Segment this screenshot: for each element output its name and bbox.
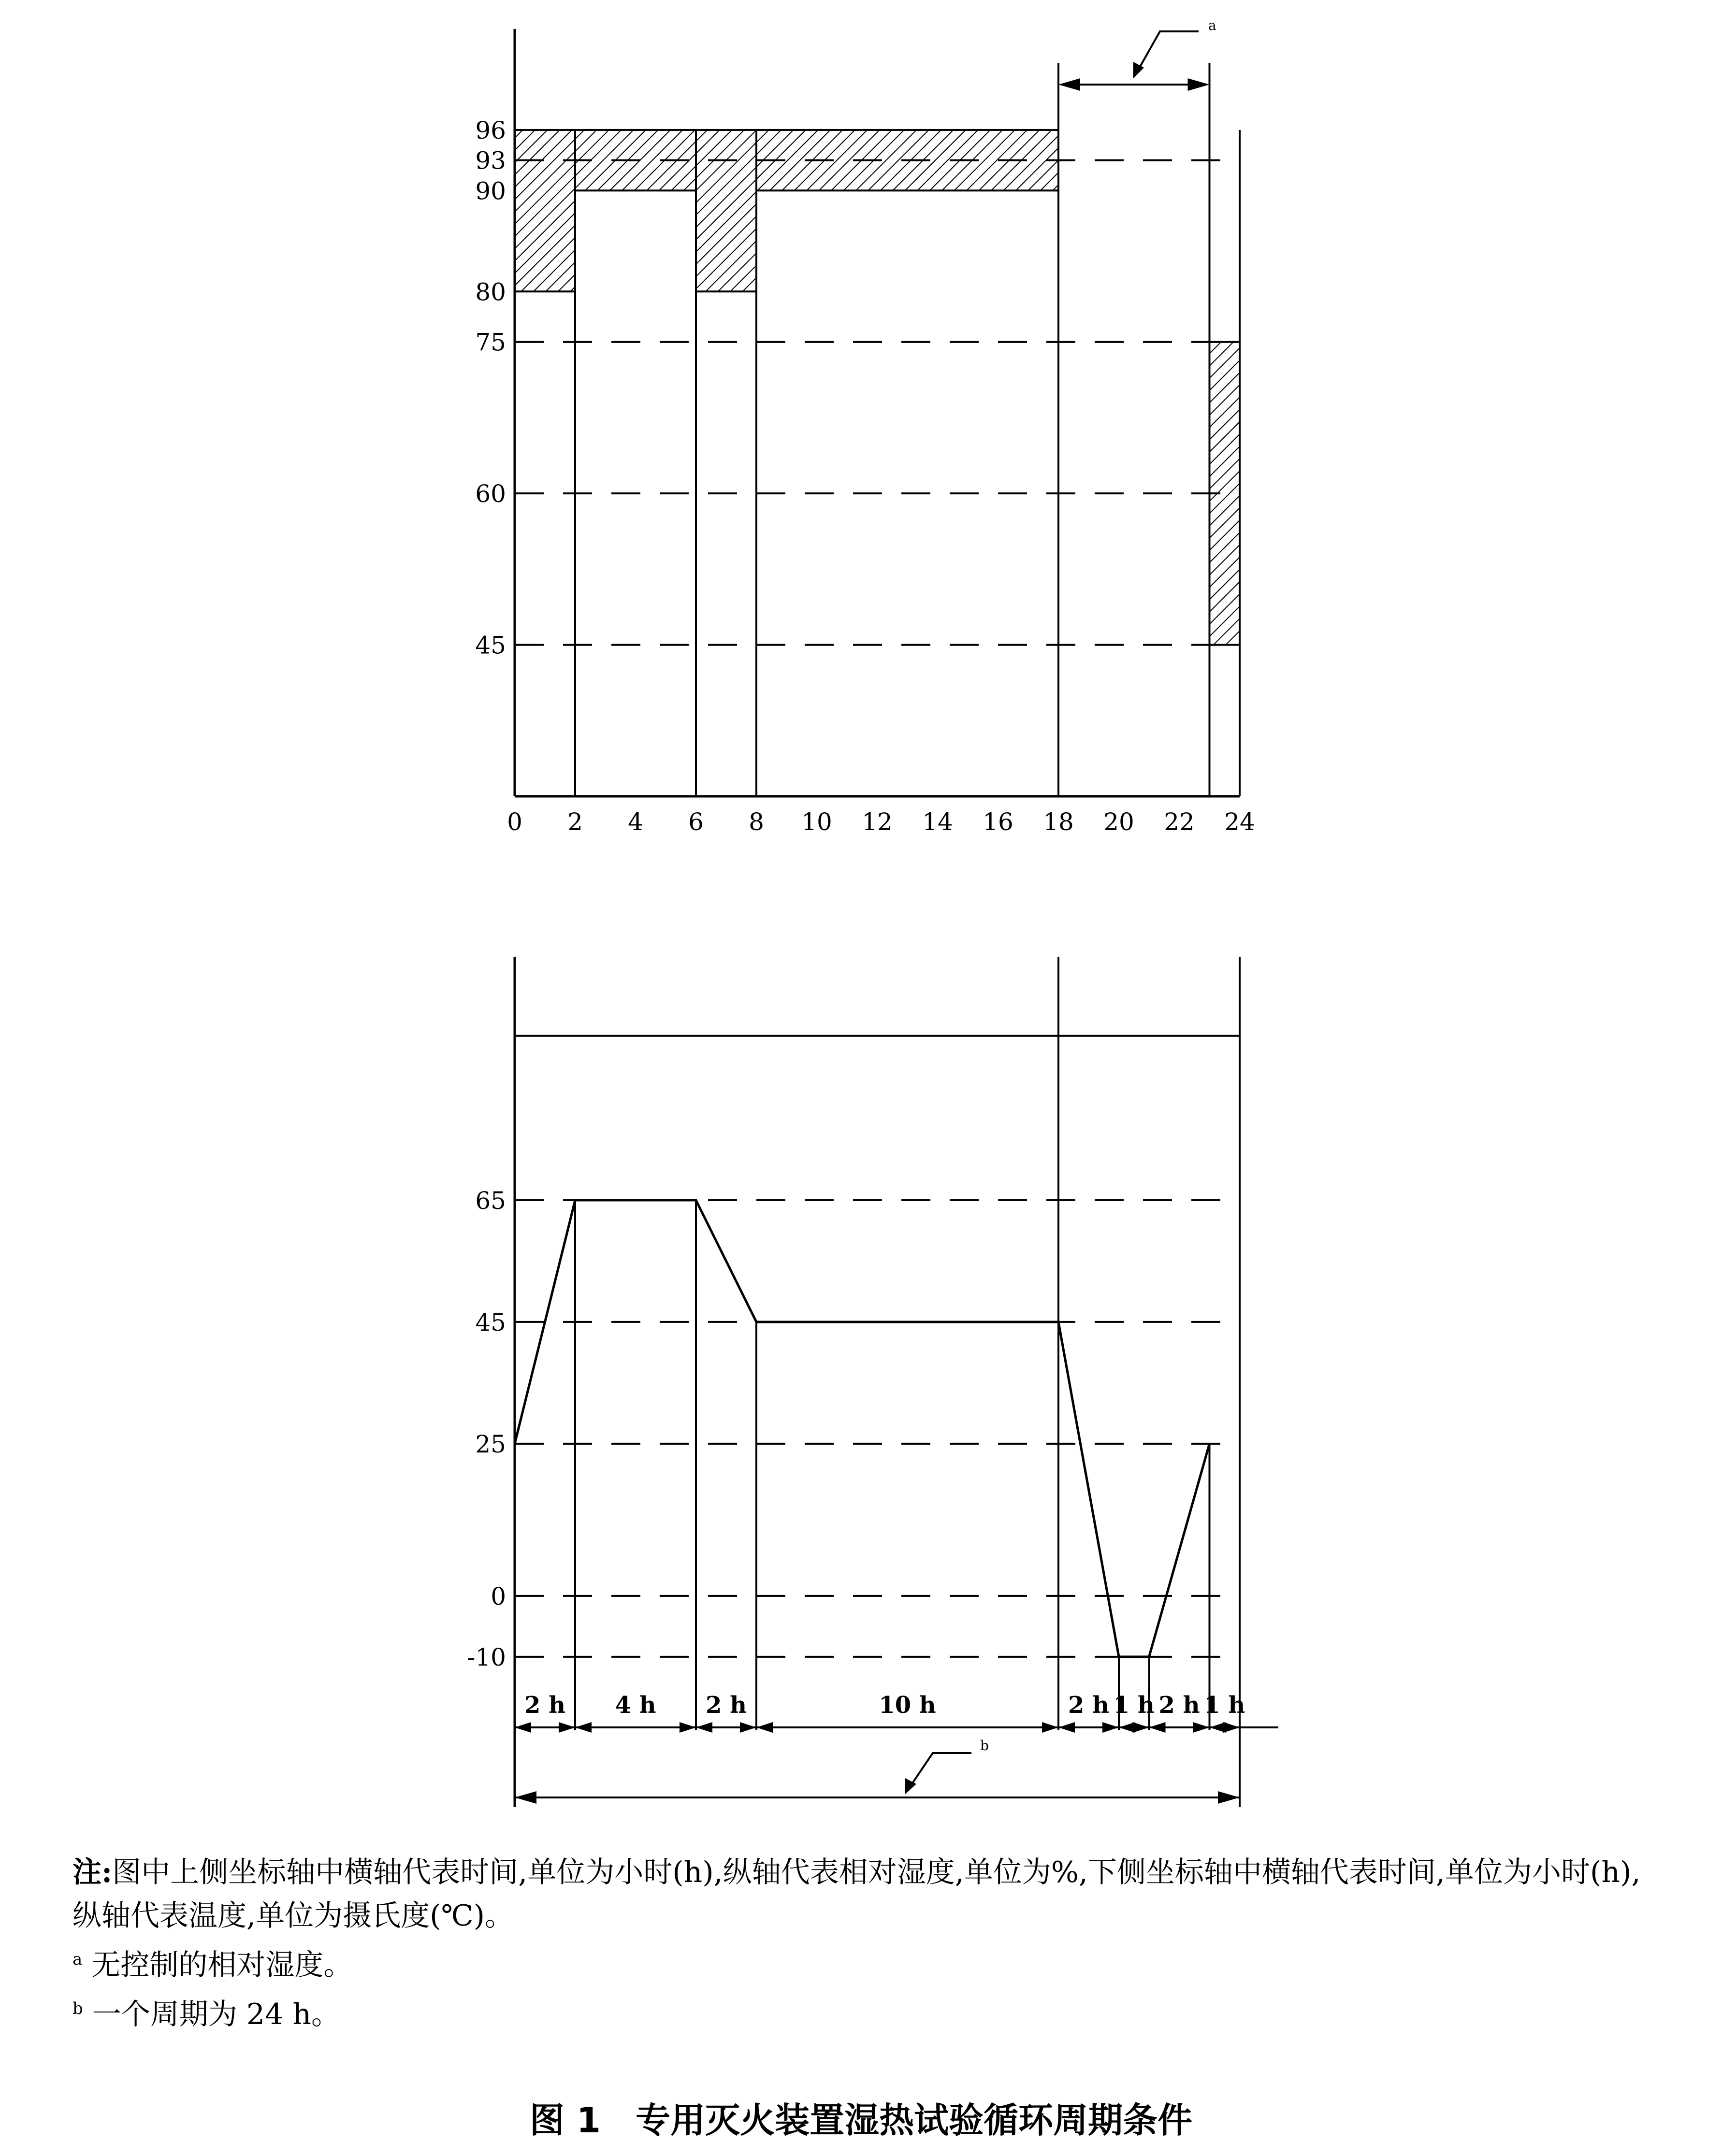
duration-arrowhead-right [559,1722,575,1733]
footnote-b-mark: b [72,1999,83,2018]
footnote-b-text: 一个周期为 24 h。 [92,1998,340,2031]
humidity-x-tick-label: 16 [983,808,1013,836]
duration-arrowhead-left [1058,1722,1075,1733]
cycle-arrowhead-right [1218,1791,1240,1804]
annotation-a-leader [1137,31,1199,72]
footnote-a [72,1938,1648,1987]
duration-label: 10 h [879,1692,936,1719]
humidity-x-tick-label: 10 [801,808,832,836]
duration-arrowhead-left [1149,1722,1166,1733]
duration-arrowhead-left [575,1722,592,1733]
duration-label: 4 h [615,1692,656,1719]
annotation-b-mark: b [980,1738,989,1754]
duration-arrowhead-right [1102,1722,1119,1733]
annotation-b-leader [909,1753,971,1789]
duration-arrowhead-right [1133,1722,1149,1733]
annotation-a-mark: a [1208,17,1216,33]
temperature-profile-line [515,1200,1210,1657]
duration-label: 2 h [705,1692,747,1719]
duration-label: 2 h [524,1692,566,1719]
duration-arrowhead-left [515,1722,531,1733]
note-title: 注: [72,1855,113,1889]
humidity-x-tick-label: 4 [628,808,643,836]
note-text: 图中上侧坐标轴中横轴代表时间,单位为小时(h),纵轴代表相对湿度,单位为%,下侧坐标轴中横轴代表时间,单位为小时(h),纵轴代表温度,单位为摄氏度(℃)。 [72,1855,1641,1933]
humidity-tolerance-band [696,130,756,291]
humidity-tolerance-band [515,130,575,291]
humidity-x-tick-label: 20 [1103,808,1134,836]
temperature-y-tick-label: 45 [475,1308,506,1337]
humidity-y-tick-label: 45 [475,631,506,660]
cycle-arrowhead-left [515,1791,536,1804]
humidity-x-tick-label: 22 [1164,808,1195,836]
duration-arrowhead-right [1042,1722,1058,1733]
humidity-x-tick-label: 12 [862,808,893,836]
note-paragraph [72,1851,1648,1938]
duration-arrowhead-left [756,1722,773,1733]
humidity-x-tick-label: 2 [567,808,583,836]
humidity-x-tick-label: 24 [1224,808,1255,836]
humidity-y-tick-label: 93 [475,146,506,175]
duration-arrowhead-left [696,1722,712,1733]
notes [72,1851,1648,2036]
annotation-a-arrowhead-left [1058,78,1080,91]
humidity-y-tick-label: 96 [475,116,506,144]
duration-label: 1 h [1204,1692,1245,1719]
humidity-y-tick-label: 75 [475,328,506,357]
humidity-x-tick-label: 8 [749,808,764,836]
temperature-y-tick-label: 65 [475,1186,506,1215]
temperature-y-tick-label: 25 [475,1430,506,1458]
duration-label: 1 h [1113,1692,1155,1719]
temperature-y-tick-label: -10 [467,1643,506,1671]
annotation-a-arrowhead-right [1188,78,1210,91]
figure-caption: 图 1 专用灭火装置湿热试验循环周期条件 [529,2100,1193,2141]
humidity-x-tick-label: 0 [507,808,522,836]
humidity-x-tick-label: 14 [922,808,953,836]
temperature-y-tick-label: 0 [491,1582,506,1610]
humidity-y-tick-label: 90 [475,177,506,205]
footnote-a-mark: a [72,1950,83,1969]
humidity-y-tick-label: 60 [475,480,506,508]
humidity-chart [475,17,1255,836]
temperature-chart [467,957,1278,1807]
duration-label: 2 h [1068,1692,1110,1719]
humidity-x-tick-label: 6 [688,808,704,836]
duration-label: 2 h [1158,1692,1200,1719]
duration-arrowhead-right [740,1722,756,1733]
duration-arrowhead-right [1193,1722,1210,1733]
footnote-a-text: 无控制的相对湿度。 [91,1948,353,1982]
duration-arrowhead-right [1223,1722,1240,1733]
footnote-b [72,1987,1648,2036]
humidity-x-tick-label: 18 [1043,808,1074,836]
duration-arrowhead-right [680,1722,696,1733]
humidity-y-tick-label: 80 [475,278,506,306]
